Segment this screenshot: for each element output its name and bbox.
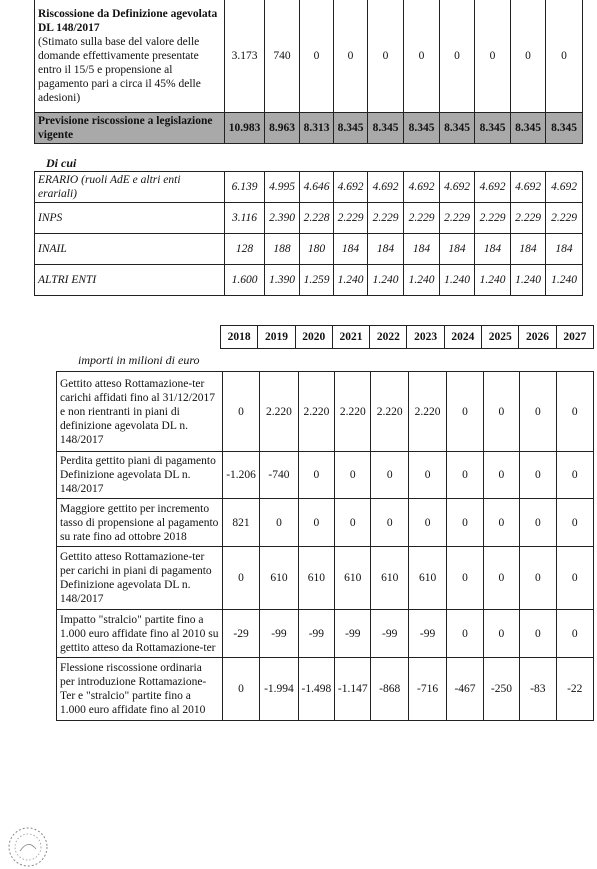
cell-value: 0	[298, 452, 334, 499]
cell-value: 0	[298, 499, 334, 547]
cell-value: 2.220	[298, 372, 334, 452]
cell-value: 0	[556, 547, 593, 610]
cell-value: 0	[408, 499, 446, 547]
cell-value: 188	[265, 234, 300, 265]
table-row	[35, 265, 583, 296]
cell-value: -99	[335, 610, 371, 658]
cell-value: 8.345	[404, 113, 440, 144]
cell-value: 0	[520, 499, 556, 547]
cell-value: 2.229	[368, 203, 404, 234]
cell-value: -29	[222, 610, 259, 658]
cell-value: -83	[520, 658, 556, 721]
cell-value: 4.692	[440, 172, 475, 203]
cell-value: 0	[371, 499, 408, 547]
cell-value: 0	[483, 452, 519, 499]
cell-value: 2.229	[440, 203, 475, 234]
cell-value: 0	[371, 452, 408, 499]
cell-value: 2.220	[335, 372, 371, 452]
cell-value: 8.345	[546, 113, 583, 144]
cell-value: -250	[483, 658, 519, 721]
cell-value: 184	[546, 234, 583, 265]
cell-value: 0	[440, 0, 475, 113]
year-header-table	[220, 325, 594, 349]
year-header: 2025	[482, 326, 519, 349]
row-label	[35, 0, 225, 113]
cell-value: 0	[447, 610, 483, 658]
cell-value: 0	[483, 499, 519, 547]
stamp-seal-icon	[6, 825, 50, 869]
spacer-row	[35, 144, 583, 172]
row-label: Perdita gettito piani di pagamento Definizione agevolata DL n. 148/2017	[57, 452, 223, 499]
cell-value: 0	[260, 499, 298, 547]
total-row	[35, 113, 583, 144]
cell-value: 2.229	[404, 203, 440, 234]
cell-value: 0	[447, 547, 483, 610]
year-header: 2018	[221, 326, 258, 349]
cell-value: 8.345	[334, 113, 368, 144]
cell-value: 0	[511, 0, 546, 113]
cell-value: 0	[368, 0, 404, 113]
row-label: Impatto "stralcio" partite fino a 1.000 euro affidate fino al 2010 su gettito atteso da Rottamazione-ter	[57, 610, 223, 658]
year-header: 2026	[519, 326, 556, 349]
cell-value: 0	[520, 372, 556, 452]
row-label: Gettito atteso Rottamazione-ter carichi affidati fino al 31/12/2017 e non rientranti in piani di definizione agevolata DL n. 148/2017	[57, 372, 223, 452]
cell-value: 2.228	[300, 203, 334, 234]
cell-value: 8.345	[475, 113, 511, 144]
cell-value: 4.692	[511, 172, 546, 203]
cell-value: 610	[371, 547, 408, 610]
cell-value: -1.147	[335, 658, 371, 721]
cell-value: 8.345	[368, 113, 404, 144]
cell-value: 184	[511, 234, 546, 265]
table-row	[35, 172, 583, 203]
cell-value: 0	[222, 658, 259, 721]
table-row	[35, 0, 583, 113]
row-label: Previsione riscossione a legislazione vigente	[35, 113, 225, 144]
cell-value: 0	[447, 452, 483, 499]
year-header: 2024	[444, 326, 481, 349]
row-label: Flessione riscossione ordinaria per introduzione Rottamazione-Ter e "stralcio" partite fino a 1.000 euro affidate fino al 2010	[57, 658, 223, 721]
year-header: 2023	[407, 326, 444, 349]
cell-value: 1.240	[546, 265, 583, 296]
cell-value: -99	[371, 610, 408, 658]
cell-value: 184	[334, 234, 368, 265]
row-title: Riscossione da Definizione agevolata DL 148/2017	[38, 7, 218, 34]
cell-value: 2.229	[546, 203, 583, 234]
cell-value: -740	[260, 452, 298, 499]
cell-value: 4.692	[546, 172, 583, 203]
row-label: Maggiore gettito per incremento tasso di propensione al pagamento su rate fino ad ottobre 2018	[57, 499, 223, 547]
year-header-row	[221, 326, 594, 349]
cell-value: 0	[556, 372, 593, 452]
revenue-forecast-table	[34, 0, 583, 296]
cell-value: 2.229	[511, 203, 546, 234]
cell-value: 8.345	[440, 113, 475, 144]
cell-value: 0	[447, 372, 483, 452]
cell-value: 8.963	[265, 113, 300, 144]
cell-value: 2.220	[408, 372, 446, 452]
table-row	[35, 203, 583, 234]
year-header: 2021	[332, 326, 369, 349]
cell-value: 2.220	[260, 372, 298, 452]
row-label: Gettito atteso Rottamazione-ter per carichi in piani di pagamento Definizione agevolata DL n. 148/2017	[57, 547, 223, 610]
cell-value: -99	[408, 610, 446, 658]
cell-value: -22	[556, 658, 593, 721]
cell-value: 2.390	[265, 203, 300, 234]
cell-value: 4.692	[475, 172, 511, 203]
cell-value: 0	[556, 452, 593, 499]
cell-value: 0	[334, 0, 368, 113]
table-row	[57, 499, 594, 547]
rottamazione-impact-table	[56, 371, 594, 721]
cell-value: 4.692	[368, 172, 404, 203]
cell-value: 0	[335, 499, 371, 547]
cell-value: 1.240	[475, 265, 511, 296]
cell-value: 1.390	[265, 265, 300, 296]
year-header: 2019	[258, 326, 295, 349]
cell-value: -716	[408, 658, 446, 721]
cell-value: -99	[260, 610, 298, 658]
table-row	[35, 234, 583, 265]
cell-value: 4.995	[265, 172, 300, 203]
cell-value: 0	[556, 499, 593, 547]
cell-value: 1.240	[368, 265, 404, 296]
cell-value: 1.240	[404, 265, 440, 296]
cell-value: 180	[300, 234, 334, 265]
cell-value: 0	[483, 610, 519, 658]
cell-value: 0	[300, 0, 334, 113]
cell-value: 8.313	[300, 113, 334, 144]
cell-value: 8.345	[511, 113, 546, 144]
cell-value: 4.692	[334, 172, 368, 203]
cell-value: 0	[335, 452, 371, 499]
table-row	[57, 610, 594, 658]
cell-value: 0	[520, 452, 556, 499]
cell-value: 184	[404, 234, 440, 265]
cell-value: -868	[371, 658, 408, 721]
cell-value: 0	[483, 372, 519, 452]
cell-value: 0	[408, 452, 446, 499]
row-label: INPS	[35, 203, 225, 234]
cell-value: 3.116	[225, 203, 265, 234]
row-label: ERARIO (ruoli AdE e altri enti erariali)	[35, 172, 225, 203]
cell-value: 0	[520, 610, 556, 658]
unit-note: importi in milioni di euro	[78, 353, 200, 367]
di-cui-label: Di cui	[46, 156, 77, 170]
row-note: (Stimato sulla base del valore delle domande effettivamente presentate entro il 15/5 e propensione al pagamento pari a circa il 45% delle adesioni)	[38, 35, 201, 104]
cell-value: 0	[483, 547, 519, 610]
cell-value: 0	[520, 547, 556, 610]
cell-value: 0	[546, 0, 583, 113]
cell-value: 2.229	[475, 203, 511, 234]
cell-value: 2.220	[371, 372, 408, 452]
year-header: 2020	[295, 326, 332, 349]
cell-value: 184	[475, 234, 511, 265]
cell-value: 6.139	[225, 172, 265, 203]
cell-value: 1.600	[225, 265, 265, 296]
cell-value: 740	[265, 0, 300, 113]
cell-value: 128	[225, 234, 265, 265]
cell-value: 610	[298, 547, 334, 610]
cell-value: -1.206	[222, 452, 259, 499]
row-label: INAIL	[35, 234, 225, 265]
cell-value: 3.173	[225, 0, 265, 113]
cell-value: -1.994	[260, 658, 298, 721]
cell-value: 610	[335, 547, 371, 610]
cell-value: 1.240	[334, 265, 368, 296]
cell-value: 1.259	[300, 265, 334, 296]
cell-value: 2.229	[334, 203, 368, 234]
cell-value: -467	[447, 658, 483, 721]
cell-value: 0	[475, 0, 511, 113]
cell-value: 610	[260, 547, 298, 610]
table-row	[57, 452, 594, 499]
year-header: 2022	[370, 326, 407, 349]
cell-value: 0	[447, 499, 483, 547]
table-row	[57, 547, 594, 610]
cell-value: 4.692	[404, 172, 440, 203]
cell-value: 0	[222, 372, 259, 452]
cell-value: -99	[298, 610, 334, 658]
table-row	[57, 372, 594, 452]
cell-value: 610	[408, 547, 446, 610]
cell-value: -1.498	[298, 658, 334, 721]
cell-value: 4.646	[300, 172, 334, 203]
cell-value: 0	[556, 610, 593, 658]
cell-value: 184	[440, 234, 475, 265]
cell-value: 821	[222, 499, 259, 547]
cell-value: 1.240	[511, 265, 546, 296]
table-row	[57, 658, 594, 721]
cell-value: 0	[222, 547, 259, 610]
year-header: 2027	[556, 326, 593, 349]
cell-value: 10.983	[225, 113, 265, 144]
cell-value: 184	[368, 234, 404, 265]
row-label: ALTRI ENTI	[35, 265, 225, 296]
cell-value: 1.240	[440, 265, 475, 296]
cell-value: 0	[404, 0, 440, 113]
